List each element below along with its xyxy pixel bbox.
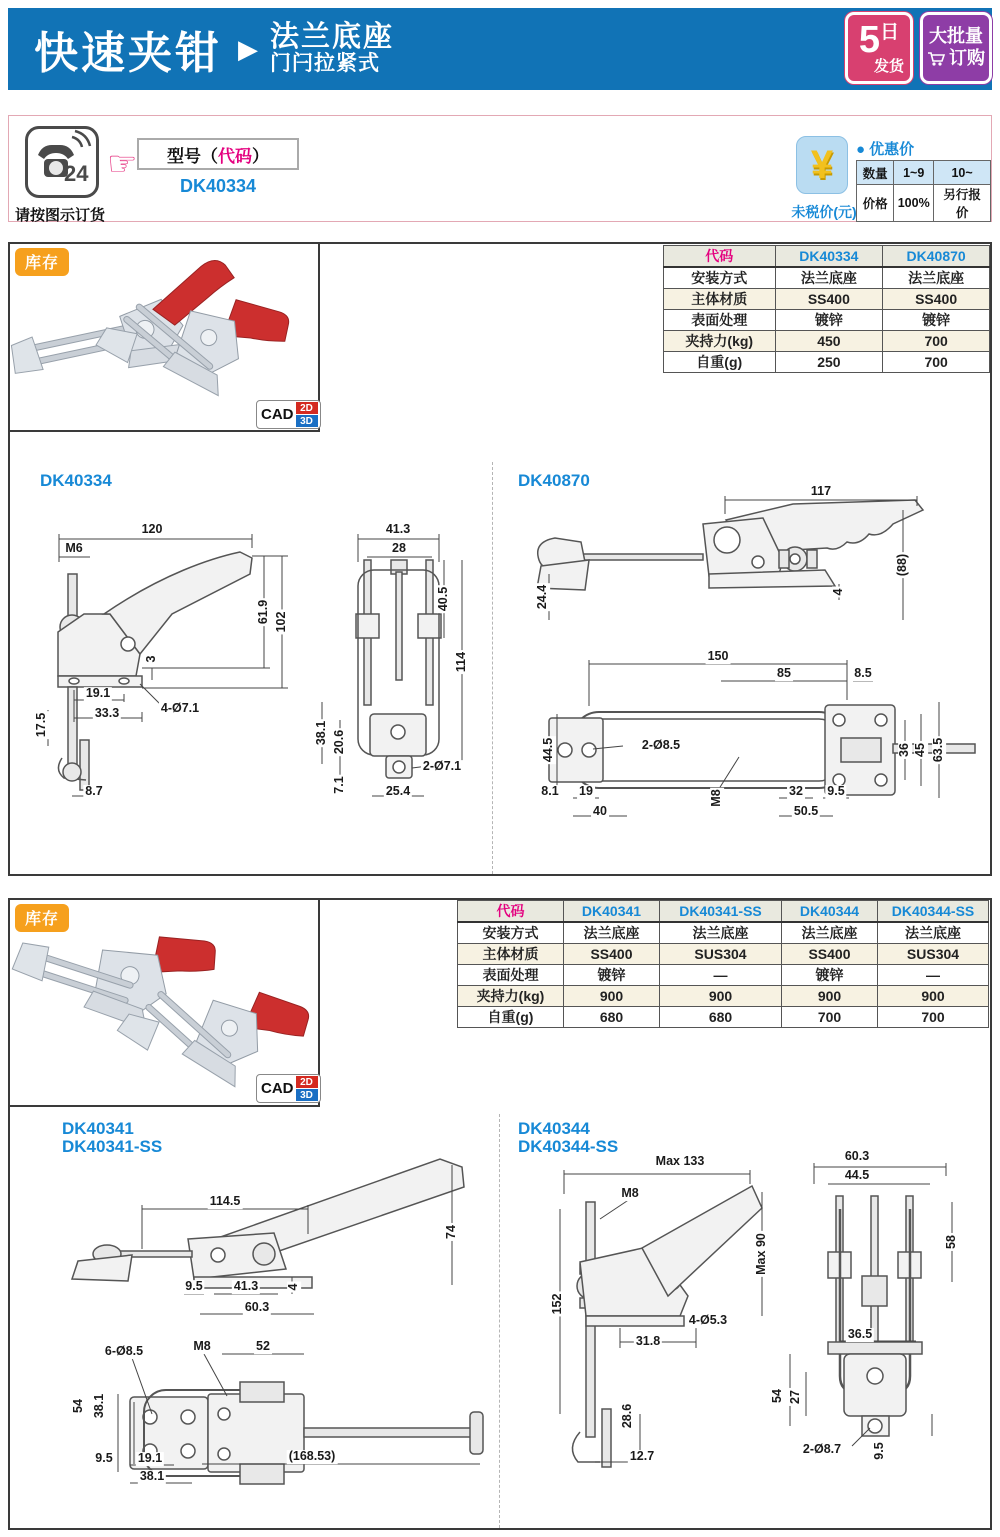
cell-value: SUS304 — [878, 944, 989, 965]
table-row — [458, 1007, 989, 1028]
dimension-label: 52 — [256, 1339, 270, 1354]
dimension-label: 44.5 — [844, 1168, 870, 1183]
dimension-label: 2-Ø7.1 — [422, 759, 462, 774]
cell-value: 700 — [883, 331, 990, 352]
dimension-label: 33.3 — [94, 706, 120, 721]
dimension-label: 114.5 — [209, 1194, 241, 1209]
drawing-dk40341 — [12, 1114, 499, 1528]
cell-value: 镀锌 — [782, 965, 878, 986]
dimension-label: 27 — [788, 1390, 803, 1404]
dimension-label: 32 — [789, 784, 803, 799]
row-label: 主体材质 — [664, 289, 776, 310]
dimension-label: 38.1 — [314, 720, 329, 746]
dimension-label: (88) — [895, 553, 910, 577]
stock-badge: 库存 — [15, 248, 69, 276]
cell-value: SS400 — [782, 944, 878, 965]
dimension-label: 4-Ø5.3 — [688, 1313, 728, 1328]
cad-2d-tag: 2D — [296, 1076, 318, 1088]
cell-value: 镀锌 — [775, 310, 883, 331]
arrow-right-icon: ▶ — [238, 33, 258, 64]
cell-value: SS400 — [775, 289, 883, 310]
cell-value: SUS304 — [660, 944, 782, 965]
ship-label: 发货 — [873, 57, 904, 75]
cell-value: 450 — [775, 331, 883, 352]
dimension-label: 36.5 — [847, 1327, 873, 1342]
dimension-label: 60.3 — [844, 1149, 870, 1164]
dimension-label: Max 133 — [655, 1154, 705, 1169]
dimension-label: 44.5 — [541, 737, 556, 763]
product-photo-2 — [8, 898, 320, 1107]
dk40334-line-art — [12, 462, 490, 874]
dimension-label: 63.5 — [931, 737, 946, 763]
discount-price-title — [856, 138, 914, 159]
cad-3d-tag: 3D — [296, 415, 318, 427]
drawing-code-label: DK40344 DK40344-SS — [518, 1119, 619, 1156]
dimension-label: 38.1 — [139, 1469, 165, 1484]
cad-label: CAD — [261, 406, 294, 423]
cad-download-badge[interactable] — [256, 1074, 321, 1103]
dimension-label: 40.5 — [436, 586, 451, 612]
drawing-code-label: DK40334 — [40, 471, 112, 490]
dimension-label: 20.6 — [332, 729, 347, 755]
cell-value: 法兰底座 — [775, 267, 883, 289]
dimension-label: 19.1 — [137, 1451, 163, 1466]
dimension-label: 61.9 — [256, 599, 271, 625]
page-header — [8, 8, 992, 90]
dimension-label: 9.5 — [827, 784, 845, 799]
cell-value: 250 — [775, 352, 883, 373]
phone-24-glyph — [28, 129, 96, 195]
table-row — [458, 922, 989, 944]
dimension-label: 54 — [71, 1399, 86, 1413]
dimension-label: M6 — [65, 541, 83, 556]
cell-value: 100% — [894, 185, 934, 222]
dimension-label: 41.3 — [233, 1279, 259, 1294]
cell-value: 镀锌 — [564, 965, 660, 986]
drawing-dk40334 — [12, 462, 490, 874]
tax-note: 未税价(元) — [791, 204, 857, 220]
drawing-dk40870 — [492, 462, 990, 874]
dimension-label: M8 — [193, 1339, 211, 1354]
cad-label: CAD — [261, 1080, 294, 1097]
dimension-label: 31.8 — [635, 1334, 661, 1349]
model-code-word: 代码 — [218, 146, 252, 166]
table-row — [458, 965, 989, 986]
cell-value: 法兰底座 — [782, 922, 878, 944]
cell-value: 680 — [660, 1007, 782, 1028]
page-title: 快速夹钳 — [34, 29, 222, 78]
model-code-box — [137, 138, 299, 170]
column-header-label: 代码 — [664, 246, 776, 268]
cell-value: 680 — [564, 1007, 660, 1028]
dimension-label: 8.5 — [854, 666, 872, 681]
dimension-label: 60.3 — [244, 1300, 270, 1315]
phone-24h-icon — [25, 126, 99, 198]
dimension-label: 85 — [777, 666, 791, 681]
table-row — [857, 185, 991, 222]
ship-5day-badge — [845, 12, 913, 84]
dimension-label: 19 — [579, 784, 593, 799]
drawing-code-label: DK40870 — [518, 471, 590, 490]
dimension-label: Max 90 — [754, 1233, 769, 1275]
cell-value: 900 — [782, 986, 878, 1007]
dimension-label: 19.1 — [85, 686, 111, 701]
cell-value: — — [660, 965, 782, 986]
dimension-label: 25.4 — [385, 784, 411, 799]
section-dk40341-dk40344 — [8, 898, 992, 1530]
cell-value: 镀锌 — [883, 310, 990, 331]
row-label: 自重(g) — [664, 352, 776, 373]
column-header-label: 数量 — [857, 161, 894, 185]
table-row — [664, 352, 990, 373]
dimension-label: 117 — [810, 484, 832, 499]
cell-value: 900 — [878, 986, 989, 1007]
column-header-code: DK40341-SS — [660, 901, 782, 923]
row-label: 安装方式 — [664, 267, 776, 289]
column-header-label: 代码 — [458, 901, 564, 923]
table-row — [664, 267, 990, 289]
dimension-label: 9.5 — [872, 1442, 887, 1460]
cell-value: SS400 — [564, 944, 660, 965]
spec-table-2 — [457, 900, 989, 1028]
dimension-label: 8.7 — [85, 784, 103, 799]
model-suffix: ） — [252, 146, 269, 166]
dimension-label: 2-Ø8.7 — [802, 1442, 842, 1457]
dimension-label: M8 — [621, 1186, 639, 1201]
subtitle-line1: 法兰底座 — [270, 21, 395, 53]
row-label: 夹持力(kg) — [458, 986, 564, 1007]
cell-value: — — [878, 965, 989, 986]
column-header-code: DK40341 — [564, 901, 660, 923]
cell-value: 900 — [564, 986, 660, 1007]
cell-value: SS400 — [883, 289, 990, 310]
cell-value: 法兰底座 — [660, 922, 782, 944]
dimension-label: (168.53) — [288, 1449, 336, 1464]
dimension-label: 6-Ø8.5 — [104, 1344, 144, 1359]
cell-value: 700 — [782, 1007, 878, 1028]
yen-symbol: ¥ — [810, 142, 834, 187]
table-row — [458, 944, 989, 965]
dimension-label: 3 — [144, 655, 159, 663]
row-label: 自重(g) — [458, 1007, 564, 1028]
drawing-dk40344 — [499, 1114, 990, 1528]
cell-value: 700 — [883, 352, 990, 373]
drawing-code-label: DK40341 DK40341-SS — [62, 1119, 163, 1156]
dimension-label: 150 — [707, 649, 729, 664]
column-header-code: 1~9 — [894, 161, 934, 185]
column-header-code: DK40344 — [782, 901, 878, 923]
dimension-label: 9.5 — [185, 1279, 203, 1294]
page-subtitle — [270, 22, 394, 76]
row-label: 表面处理 — [664, 310, 776, 331]
pointing-hand-icon: ☞ — [107, 145, 138, 183]
ship-days-number: 5 — [858, 18, 881, 61]
row-label: 夹持力(kg) — [664, 331, 776, 352]
row-label: 安装方式 — [458, 922, 564, 944]
dimension-label: 17.5 — [34, 712, 49, 738]
dimension-label: 12.7 — [629, 1449, 655, 1464]
bulk-label-line1: 大批量 — [929, 26, 983, 47]
dimension-label: 7.1 — [332, 776, 347, 794]
table-row — [664, 331, 990, 352]
cell-value: 900 — [660, 986, 782, 1007]
order-note: 请按图示订货 — [15, 207, 106, 224]
cell-value: 法兰底座 — [883, 267, 990, 289]
cad-2d-tag: 2D — [296, 402, 318, 414]
dimension-label: 54 — [770, 1389, 785, 1403]
column-header-code: DK40344-SS — [878, 901, 989, 923]
cad-3d-tag: 3D — [296, 1089, 318, 1101]
table-row — [664, 310, 990, 331]
dimension-label: 152 — [550, 1293, 565, 1315]
dimension-label: M8 — [709, 789, 724, 807]
dimension-label: 28 — [392, 541, 406, 556]
column-header-code: DK40870 — [883, 246, 990, 268]
stock-badge: 库存 — [15, 904, 69, 932]
dimension-label: 120 — [141, 522, 163, 537]
dk40341-line-art — [12, 1114, 499, 1528]
dimension-label: 114 — [454, 651, 469, 673]
table-row — [458, 986, 989, 1007]
column-header-code: DK40334 — [775, 246, 883, 268]
bulk-order-badge — [920, 12, 992, 84]
dimension-label: 41.3 — [385, 522, 411, 537]
dimension-label: 36 — [897, 743, 912, 757]
dimension-label: 24.4 — [535, 584, 550, 610]
dimension-label: 40 — [593, 804, 607, 819]
cell-value: 法兰底座 — [878, 922, 989, 944]
spec-table-1 — [663, 245, 990, 373]
column-header-code: 10~ — [934, 161, 991, 185]
dimension-label: 50.5 — [793, 804, 819, 819]
dimension-label: 45 — [913, 743, 928, 757]
row-label: 价格 — [857, 185, 894, 222]
svg-text:24: 24 — [64, 161, 89, 186]
cell-value: 法兰底座 — [564, 922, 660, 944]
section-dk40334-dk40870 — [8, 242, 992, 876]
row-label: 主体材质 — [458, 944, 564, 965]
example-model-code: DK40334 — [179, 176, 257, 196]
subtitle-line2: 门闩拉紧式 — [270, 52, 380, 76]
blue-dot-icon: ● — [856, 141, 866, 158]
ship-days-unit: 日 — [880, 21, 900, 43]
dimension-label: 38.1 — [92, 1393, 107, 1419]
cell-value: 700 — [878, 1007, 989, 1028]
cart-icon — [927, 51, 947, 67]
dimension-label: 4 — [286, 1283, 301, 1291]
table-row — [664, 289, 990, 310]
dimension-label: 102 — [274, 611, 289, 633]
dimension-label: 4 — [831, 588, 846, 596]
dimension-label: 28.6 — [620, 1403, 635, 1429]
dimension-label: 8.1 — [541, 784, 559, 799]
dimension-label: 58 — [944, 1235, 959, 1249]
price-table — [856, 160, 991, 222]
discount-price-label: 优惠价 — [869, 141, 915, 158]
product-photo-1 — [8, 242, 320, 432]
cell-value: 另行报价 — [934, 185, 991, 222]
bulk-label-line2: 订购 — [949, 48, 985, 68]
dimension-label: 4-Ø7.1 — [160, 701, 200, 716]
row-label: 表面处理 — [458, 965, 564, 986]
dimension-label: 9.5 — [95, 1451, 113, 1466]
dimension-label: 74 — [444, 1225, 459, 1239]
dk40870-line-art — [493, 462, 991, 874]
dk40344-line-art — [500, 1114, 991, 1528]
order-info-box — [8, 115, 992, 222]
yen-price-icon — [796, 136, 848, 194]
dimension-label: 2-Ø8.5 — [641, 738, 681, 753]
cad-download-badge[interactable] — [256, 400, 321, 429]
model-prefix: 型号（ — [167, 146, 218, 166]
